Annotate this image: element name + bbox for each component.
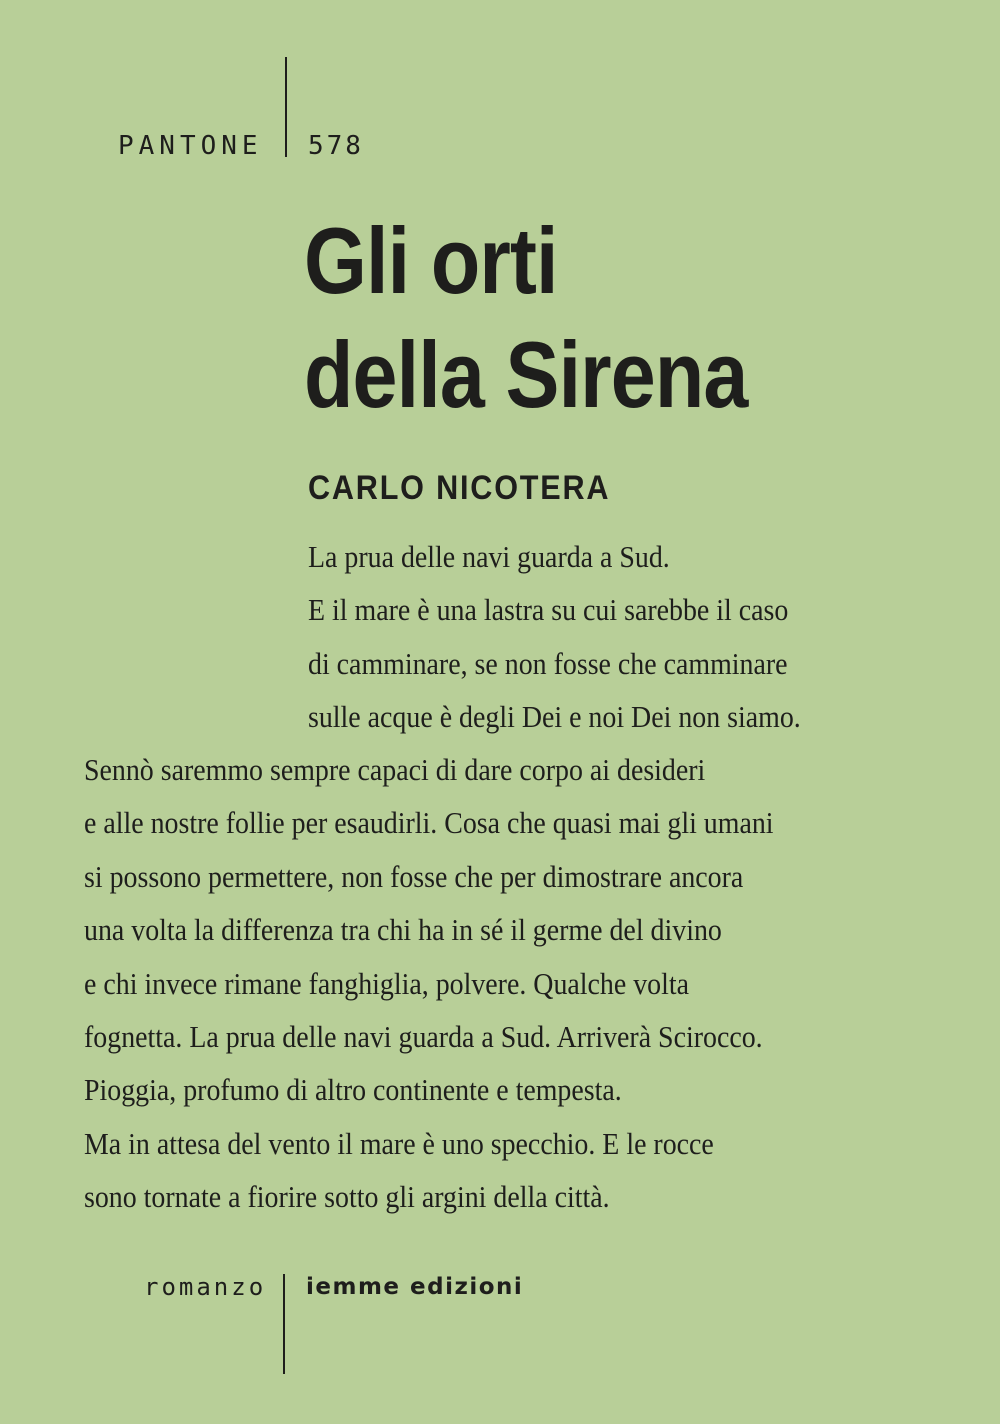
series-number: 578 bbox=[308, 131, 364, 161]
series-label: PANTONE bbox=[118, 131, 263, 161]
excerpt-line: Sennò saremmo sempre capaci di dare corpo ai desideri bbox=[84, 752, 706, 787]
excerpt-line: una volta la differenza tra chi ha in sé il germe del divino bbox=[84, 912, 722, 948]
genre-label: romanzo bbox=[144, 1273, 267, 1301]
excerpt-line: e alle nostre follie per esaudirli. Cosa che quasi mai gli umani bbox=[84, 805, 774, 841]
excerpt-line: Ma in attesa del vento il mare è uno specchio. E le rocce bbox=[84, 1125, 714, 1161]
excerpt-line: La prua delle navi guarda a Sud. bbox=[308, 539, 670, 574]
top-divider-line bbox=[285, 57, 287, 157]
excerpt-line: Pioggia, profumo di altro continente e tempesta. bbox=[84, 1072, 622, 1108]
bottom-divider-line bbox=[283, 1274, 285, 1374]
book-title-line-2: della Sirena bbox=[304, 322, 748, 427]
excerpt-line: fognetta. La prua delle navi guarda a Sud. Arriverà Scirocco. bbox=[84, 1019, 763, 1055]
excerpt-line: sulle acque è degli Dei e noi Dei non siamo. bbox=[308, 699, 801, 735]
excerpt-line: sono tornate a fiorire sotto gli argini della città. bbox=[84, 1179, 610, 1215]
book-title bbox=[304, 204, 748, 432]
excerpt-line: si possono permettere, non fosse che per dimostrare ancora bbox=[84, 858, 744, 894]
book-title-line-1: Gli orti bbox=[304, 208, 558, 313]
author-name: CARLO NICOTERA bbox=[308, 469, 611, 507]
excerpt-line: E il mare è una lastra su cui sarebbe il caso bbox=[308, 592, 789, 628]
excerpt-line: e chi invece rimane fanghiglia, polvere. Qualche volta bbox=[84, 965, 690, 1001]
excerpt-line: di camminare, se non fosse che camminare bbox=[308, 645, 788, 681]
publisher-name: iemme edizioni bbox=[306, 1274, 524, 1300]
excerpt-main bbox=[84, 743, 774, 1224]
excerpt-intro bbox=[308, 530, 801, 744]
